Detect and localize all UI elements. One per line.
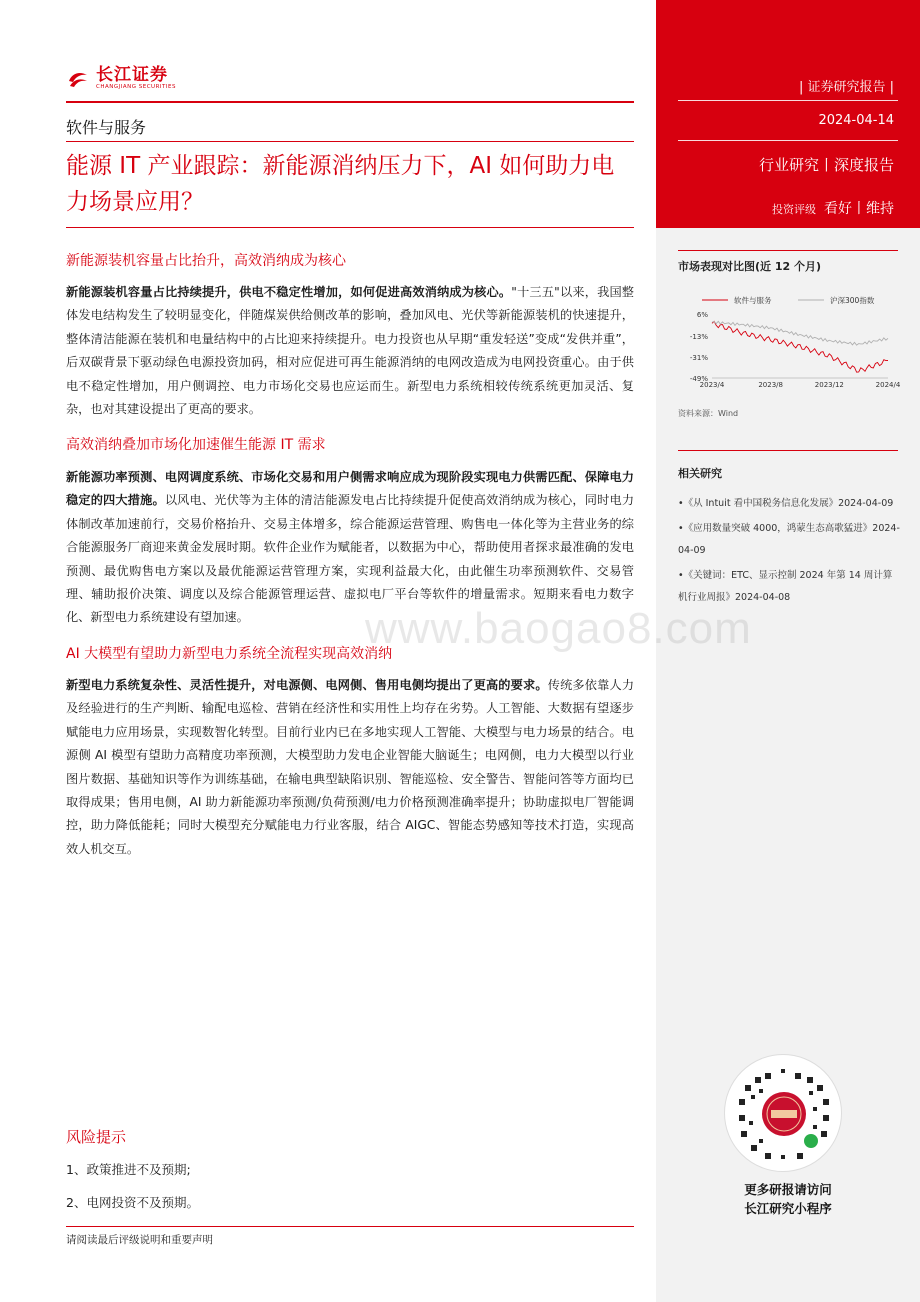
rating-label: 投资评级 (772, 203, 816, 216)
report-title: 能源 IT 产业跟踪：新能源消纳压力下，AI 如何助力电力场景应用？ (66, 153, 615, 215)
related-research-item[interactable]: •《关键词：ETC、显示控制 2024 年第 14 周计算机行业周报》2024-04-08 (678, 570, 893, 603)
related-research-title: 相关研究 (678, 467, 722, 480)
industry-name: 软件与服务 (66, 118, 147, 137)
qr-code-icon[interactable] (724, 1054, 842, 1172)
x-tick-label: 2023/8 (758, 381, 783, 389)
footer-disclaimer: 请阅读最后评级说明和重要声明 (66, 1234, 213, 1246)
divider (678, 100, 898, 101)
divider (66, 227, 634, 228)
report-meta-panel (656, 0, 920, 228)
logo-name-cn: 长江证券 (96, 65, 168, 85)
report-category: 行业研究丨深度报告 (758, 156, 894, 174)
risk-item: 2、电网投资不及预期。 (66, 1195, 199, 1210)
report-type: | 证券研究报告 | (798, 80, 894, 95)
investment-rating (772, 198, 894, 218)
paragraph-lead: 新能源功率预测、电网调度系统、市场化交易和用户侧需求响应成为现阶段实现电力供需匹配、保障电力稳定的四大措施。 (66, 470, 634, 508)
section-heading: 新能源装机容量占比抬升，高效消纳成为核心 (66, 253, 346, 269)
x-tick-label: 2023/12 (814, 381, 844, 389)
chart-title: 市场表现对比图(近 12 个月) (678, 260, 822, 273)
divider (678, 450, 898, 451)
qr-caption-line: 长江研究小程序 (744, 1201, 832, 1216)
series-line (712, 321, 888, 372)
report-date: 2024-04-14 (818, 113, 894, 128)
divider (66, 141, 634, 142)
x-tick-label: 2024/4 (875, 381, 901, 389)
series-line (712, 321, 888, 345)
divider (678, 250, 898, 251)
divider (66, 101, 634, 103)
risk-heading: 风险提示 (66, 1128, 127, 1146)
section-paragraph (66, 674, 634, 861)
watermark: www.baogao8.com (365, 604, 752, 653)
risk-item: 1、政策推进不及预期; (66, 1162, 191, 1177)
y-tick-label: 6% (696, 311, 708, 319)
divider (66, 1226, 634, 1227)
paragraph-body: 以风电、光伏等为主体的清洁能源发电占比持续提升促使高效消纳成为核心，同时电力体制改革加速前行，交易价格抬升、交易主体增多，综合能源运营管理、购售电一体化等为主营业务的综合能源服务厂商迎来黄金发展时期。软件企业作为赋能者，以数据为中心，帮助使用者探求最准确的发电预测、最优购售电方案以及最优能源运营管理方案，实现利益最大化，由此催生功率预测软件、交易管理、辅助报价决策、调度以及综合能源管理运营、虚拟电厂平台等软件的增量需求。短期来看电力数字化、新型电力系统建设有望加速。 (66, 493, 635, 625)
qr-caption-line: 更多研报请访问 (744, 1182, 832, 1197)
rating-value: 看好丨维持 (824, 201, 894, 217)
paragraph-lead: 新型电力系统复杂性、灵活性提升，对电源侧、电网侧、售用电侧均提出了更高的要求。 (66, 678, 548, 692)
section-heading: AI 大模型有望助力新型电力系统全流程实现高效消纳 (66, 646, 393, 662)
chart-source: 资料来源：Wind (678, 409, 739, 418)
qr-code-graphic (725, 1055, 843, 1173)
legend-label: 软件与服务 (734, 296, 772, 305)
related-research-item[interactable]: •《从 Intuit 看中国税务信息化发展》2024-04-09 (678, 498, 894, 509)
divider (678, 140, 898, 141)
related-research-list (678, 493, 900, 612)
section-paragraph (66, 281, 634, 421)
related-research-item[interactable]: •《应用数量突破 4000，鸿蒙生态高歌猛进》2024-04-09 (678, 523, 900, 556)
section-heading: 高效消纳叠加市场化加速催生能源 IT 需求 (66, 437, 326, 453)
y-tick-label: -13% (689, 333, 708, 342)
paragraph-body: "十三五"以来，我国整体发电结构发生了较明显变化，伴随煤炭供给侧改革的影响，叠加风电、光伏等新能源装机的快速提升，整体清洁能源在装机和电量结构中的占比迎来持续提升。电力投资也从早期“重发轻送”变成“发供并重”，后双碳背景下驱动绿色电源投资加码，相对应促进可再生能源消纳的电网改造成为电网投资重心。由于供电不稳定性增加，用户侧调控、电力市场化交易也应运而生。新型电力系统相较传统系统更加灵活、复杂，也对其建设提出了更高的要求。 (66, 285, 634, 417)
legend-label: 沪深300指数 (830, 296, 875, 305)
company-logo (66, 66, 176, 91)
y-tick-label: -49% (689, 375, 708, 383)
qr-caption (656, 1180, 920, 1218)
logo-name-en: CHANGJIANG SECURITIES (96, 84, 176, 90)
changjiang-logo-icon (66, 67, 90, 91)
paragraph-body: 传统多依靠人力及经验进行的生产判断、输配电巡检、营销在经济性和实用性上均存在劣势。人工智能、大数据有望逐步赋能电力应用场景，实现数智化转型。目前行业内已在多地实现人工智能、大模型与电力场景的结合。电源侧 AI 模型有望助力高精度功率预测，大模型助力发电企业智能大脑诞生；电网侧，电力大模型以行业图片数据、基础知识等作为训练基础，在输电典型缺陷识别、智能巡检、安全警告、智能问答等方面均已取得成果；售用电侧，AI 助力新能源功率预测/负荷预测/电力价格预测准确率提升；协助虚拟电厂智能调控，助力降低能耗；同时大模型充分赋能电力行业客服，结合 AIGC、智能态势感知等技术打造，实现高效人机交互。 (66, 678, 635, 856)
x-tick-label: 2023/4 (699, 381, 725, 389)
market-performance-chart (676, 288, 901, 398)
paragraph-lead: 新能源装机容量占比持续提升，供电不稳定性增加，如何促进高效消纳成为核心。 (66, 285, 512, 299)
y-tick-label: -31% (689, 354, 708, 363)
